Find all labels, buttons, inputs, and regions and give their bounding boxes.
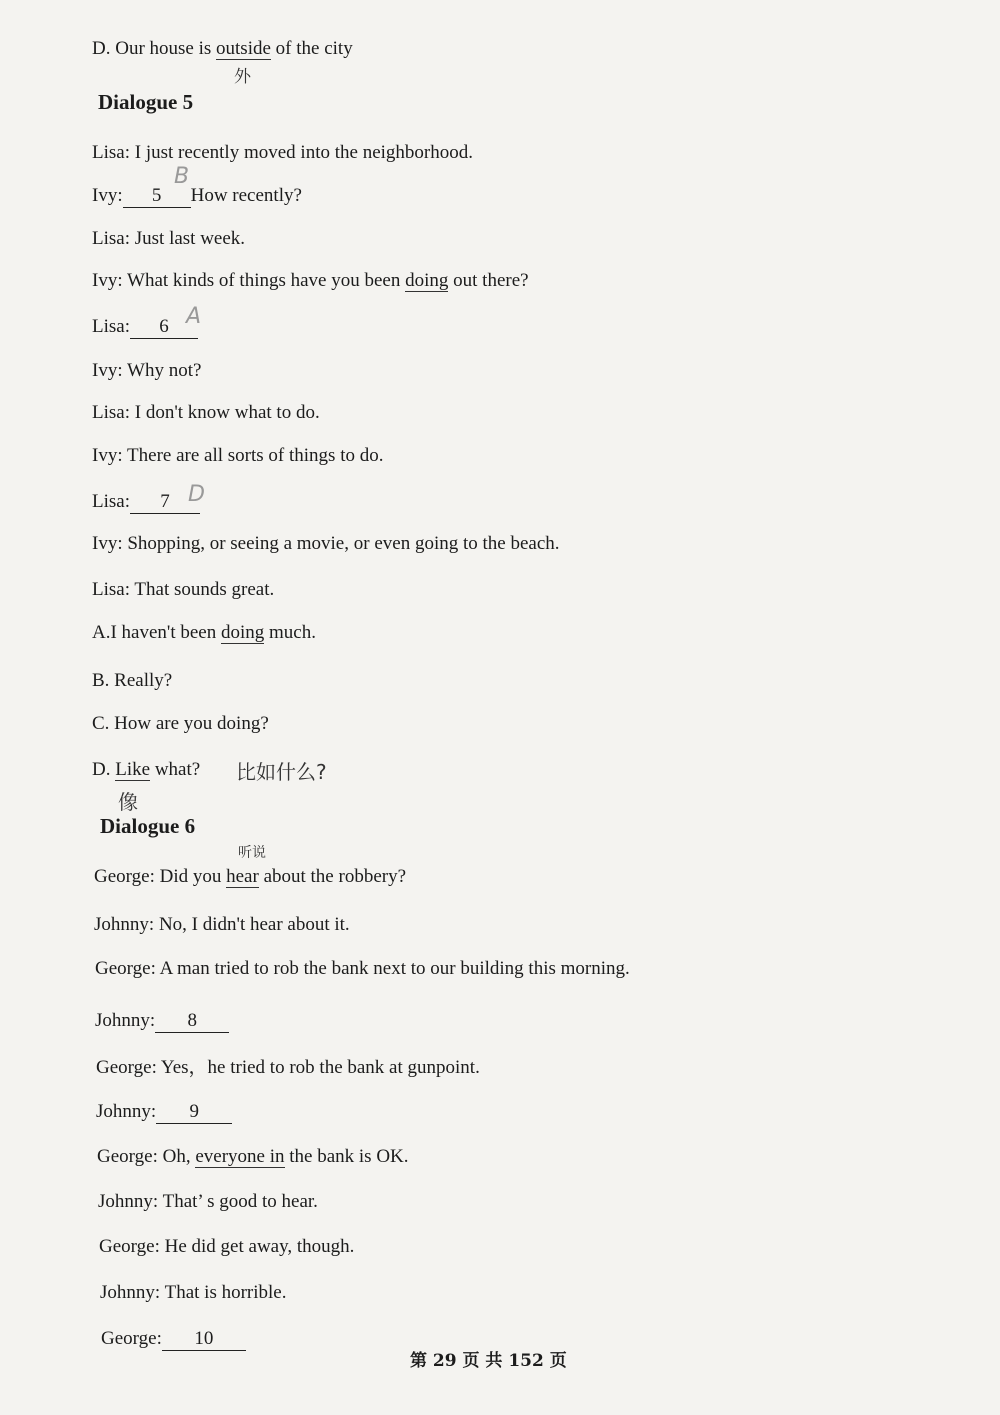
answer-blank-7[interactable]: 7 xyxy=(130,491,200,514)
d5-line-9: Lisa: 7 xyxy=(92,491,200,514)
handwritten-note: 外 xyxy=(234,67,251,87)
dialogue-5-title: Dialogue 5 xyxy=(98,90,194,114)
handwritten-answer-6: A xyxy=(186,304,202,329)
d6-line-11: George: 10 xyxy=(101,1328,246,1351)
option-c: C. How are you doing? xyxy=(92,713,269,734)
page-number: 第 29 页 共 152 页 xyxy=(410,1351,567,1371)
d6-line-6: Johnny: 9 xyxy=(96,1101,232,1124)
d6-line-10: Johnny: That is horrible. xyxy=(100,1282,287,1303)
d5-line-3: Lisa: Just last week. xyxy=(92,228,246,249)
answer-blank-9[interactable]: 9 xyxy=(156,1101,232,1124)
d6-line-9: George: He did get away, though. xyxy=(99,1236,355,1257)
d5-line-4: Ivy: What kinds of things have you been doing out there? xyxy=(92,270,529,291)
d5-line-7: Lisa: I don't know what to do. xyxy=(92,402,320,423)
handwritten-answer-5: B xyxy=(174,164,190,189)
option-b: B. Really? xyxy=(92,670,173,691)
dialogue-6-title: Dialogue 6 xyxy=(100,814,196,838)
d6-line-8: Johnny: That’ s good to hear. xyxy=(98,1191,318,1212)
option-d: D. Like what? xyxy=(92,759,201,780)
prev-option-d: D. Our house is outside of the city xyxy=(92,38,353,59)
d6-line-7: George: Oh, everyone in the bank is OK. xyxy=(97,1146,409,1167)
d6-line-2: Johnny: No, I didn't hear about it. xyxy=(94,914,350,935)
d5-line-11: Lisa: That sounds great. xyxy=(92,579,275,600)
answer-blank-10[interactable]: 10 xyxy=(162,1328,246,1351)
d6-line-3: George: A man tried to rob the bank next to our building this morning. xyxy=(95,958,630,979)
answer-blank-5[interactable]: 5 xyxy=(123,185,191,208)
d5-line-5: Lisa: 6 xyxy=(92,316,198,339)
handwritten-answer-7: D xyxy=(188,482,205,507)
answer-blank-6[interactable]: 6 xyxy=(130,316,198,339)
d5-line-2: Ivy: 5 How recently? xyxy=(92,185,302,206)
handwritten-note: 听说 xyxy=(238,845,266,861)
d6-line-1: George: Did you hear about the robbery? xyxy=(94,866,407,887)
d5-line-8: Ivy: There are all sorts of things to do. xyxy=(92,445,384,466)
d5-line-10: Ivy: Shopping, or seeing a movie, or even going to the beach. xyxy=(92,533,560,554)
d5-line-1: Lisa: I just recently moved into the neighborhood. xyxy=(92,142,473,163)
answer-blank-8[interactable]: 8 xyxy=(155,1010,229,1033)
handwritten-note: 像 xyxy=(118,790,138,814)
d5-line-6: Ivy: Why not? xyxy=(92,360,202,381)
option-a: A.I haven't been doing much. xyxy=(92,622,316,643)
d6-line-5: George: Yes，he tried to rob the bank at gunpoint. xyxy=(96,1057,480,1078)
d6-line-4: Johnny: 8 xyxy=(95,1010,229,1033)
handwritten-note: 比如什么? xyxy=(236,760,327,784)
